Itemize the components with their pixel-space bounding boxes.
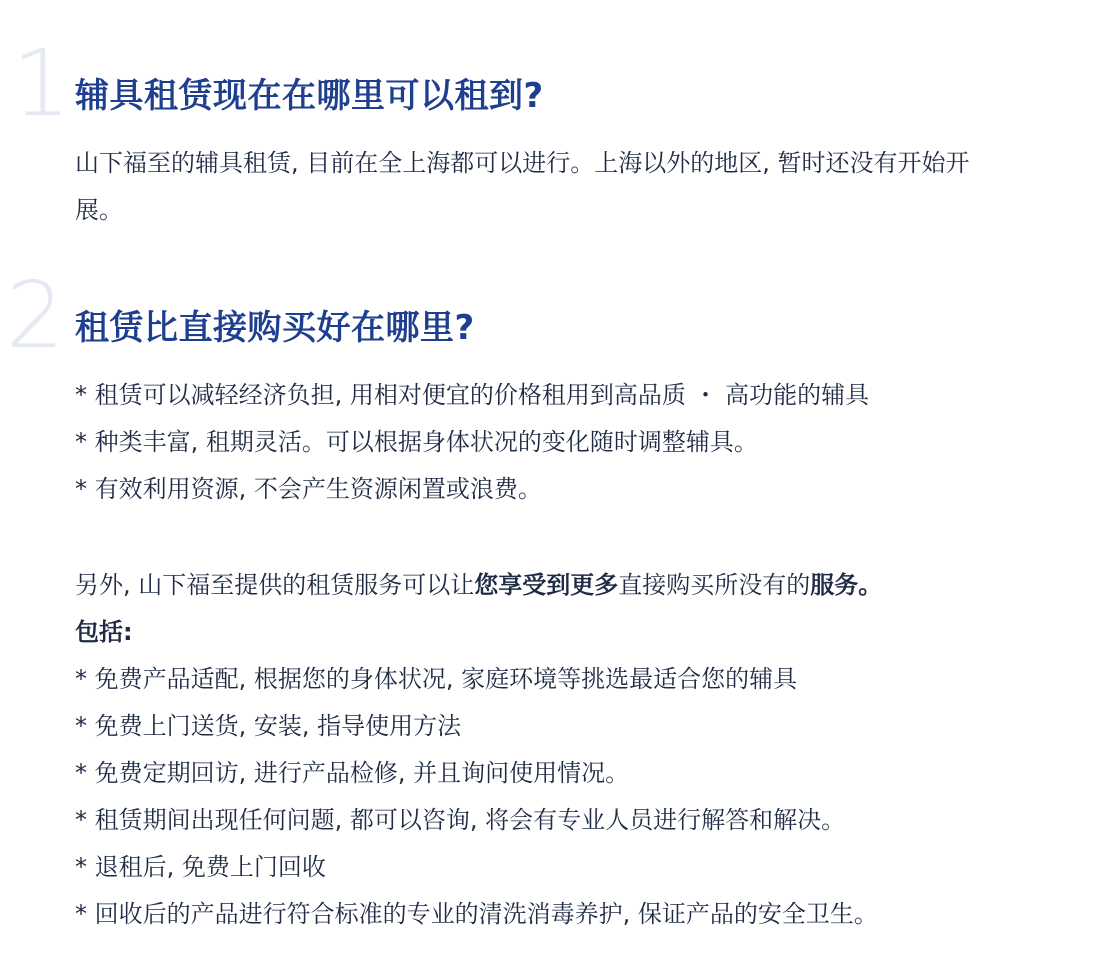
extra-prefix: 另外, 山下福至提供的租赁服务可以让 bbox=[75, 571, 475, 599]
extra-middle: 直接购买所没有的 bbox=[618, 571, 811, 599]
includes-label: 包括: bbox=[75, 618, 133, 646]
service-item: * 免费产品适配, 根据您的身体状况, 家庭环境等挑选最适合您的辅具 bbox=[75, 665, 798, 693]
section-body-rental-location: 山下福至的辅具租赁, 目前在全上海都可以进行。上海以外的地区, 暂时还没有开始开展。 bbox=[75, 149, 970, 224]
benefits-list bbox=[75, 372, 869, 513]
service-item: * 免费上门送货, 安装, 指导使用方法 bbox=[75, 712, 462, 740]
section-number-2: 2 bbox=[6, 262, 65, 369]
section-number-1: 1 bbox=[12, 30, 71, 137]
benefit-item: * 有效利用资源, 不会产生资源闲置或浪费。 bbox=[75, 475, 542, 503]
service-item: * 退租后, 免费上门回收 bbox=[75, 853, 326, 881]
extra-emphasis-2: 服务。 bbox=[810, 571, 883, 599]
section-title-rental-benefits: 租赁比直接购买好在哪里? bbox=[75, 308, 475, 348]
service-item: * 免费定期回访, 进行产品检修, 并且询问使用情况。 bbox=[75, 759, 630, 787]
benefit-item: * 种类丰富, 租期灵活。可以根据身体状况的变化随时调整辅具。 bbox=[75, 428, 758, 456]
benefit-item: * 租赁可以减轻经济负担, 用相对便宜的价格租用到高品质 ・ 高功能的辅具 bbox=[75, 381, 870, 409]
service-item: * 租赁期间出现任何问题, 都可以咨询, 将会有专业人员进行解答和解决。 bbox=[75, 806, 846, 834]
services-list bbox=[75, 656, 878, 938]
extra-emphasis-1: 您享受到更多 bbox=[474, 571, 619, 599]
section-title-rental-location: 辅具租赁现在在哪里可以租到? bbox=[75, 76, 544, 116]
service-item: * 回收后的产品进行符合标准的专业的清洗消毒养护, 保证产品的安全卫生。 bbox=[75, 900, 878, 928]
extra-services-statement bbox=[75, 562, 882, 609]
